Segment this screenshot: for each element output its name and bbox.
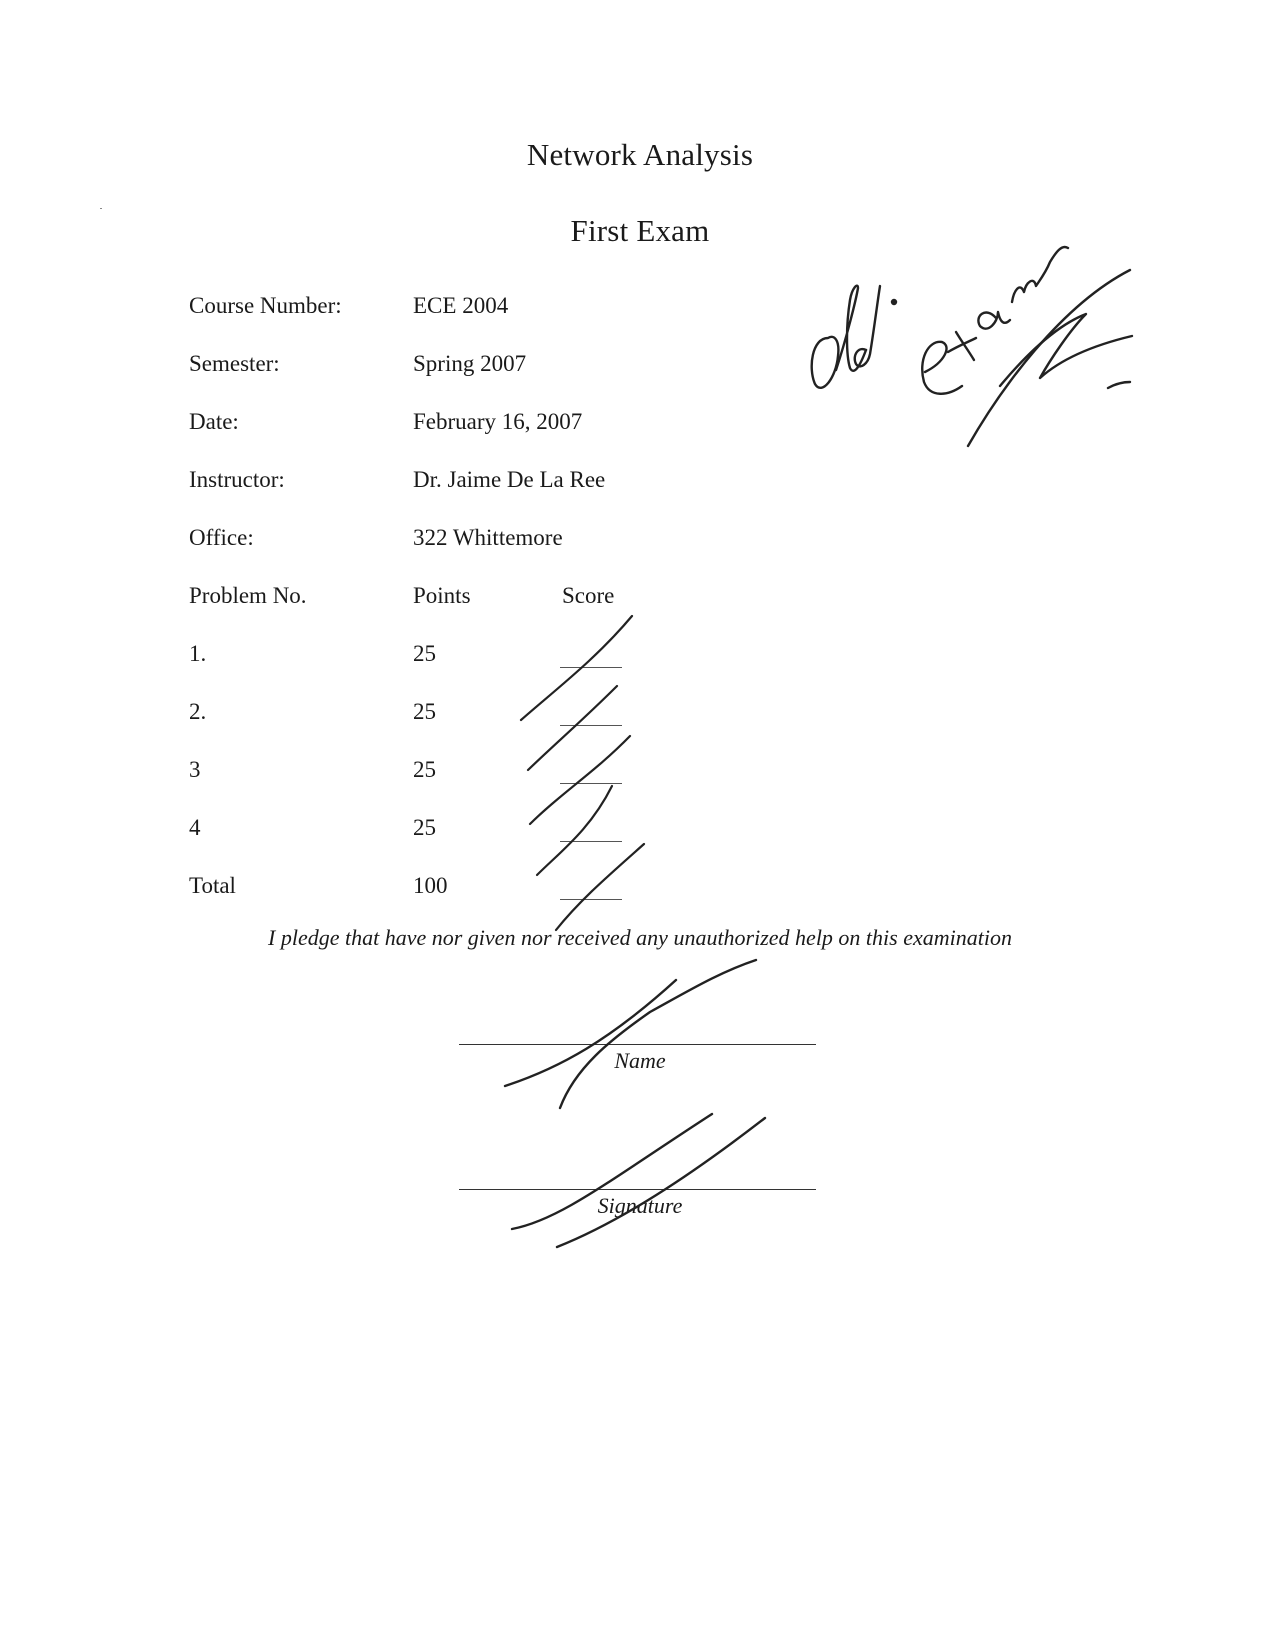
date-value: February 16, 2007 <box>413 409 583 434</box>
score-slashes <box>521 616 644 930</box>
name-slash-2 <box>560 960 756 1108</box>
annotation-slash-2 <box>1000 314 1132 386</box>
problem-4-points: 25 <box>413 815 436 840</box>
problem-4-score-blank <box>560 841 622 842</box>
score-slash-5 <box>556 844 644 930</box>
annotation-letter-m <box>1012 247 1068 302</box>
problem-2-label: 2. <box>189 699 207 724</box>
instructor-label: Instructor: <box>189 467 285 492</box>
signature-slash-2 <box>557 1118 765 1247</box>
problem-3-label: 3 <box>189 757 201 782</box>
annotation-letter-x <box>948 332 976 360</box>
problem-1-points: 25 <box>413 641 436 666</box>
document-subtitle: First Exam <box>570 213 710 248</box>
problem-2-score-blank <box>560 725 622 726</box>
annotation-period <box>892 300 896 304</box>
semester-value: Spring 2007 <box>413 351 527 376</box>
score-slash-3 <box>530 736 630 824</box>
annotation-slash-1 <box>968 270 1130 446</box>
office-value: 322 Whittemore <box>413 525 563 550</box>
annotation-letter-o <box>812 337 839 388</box>
honor-pledge: I pledge that have nor given nor received any unauthorized help on this examination <box>268 925 1012 950</box>
problem-2-points: 25 <box>413 699 436 724</box>
problem-3-points: 25 <box>413 757 436 782</box>
annotation-letter-d <box>855 286 880 366</box>
office-label: Office: <box>189 525 254 550</box>
total-score-blank <box>560 899 622 900</box>
total-label: Total <box>189 873 236 898</box>
problem-number-header: Problem No. <box>189 583 307 608</box>
handwritten-annotation <box>812 247 1132 446</box>
name-slashes <box>505 960 756 1108</box>
course-number-label: Course Number: <box>189 293 342 318</box>
problem-4-label: 4 <box>189 815 201 840</box>
score-slash-4 <box>537 786 612 875</box>
points-header: Points <box>413 583 471 608</box>
score-slash-1 <box>521 616 632 720</box>
annotation-letter-a <box>978 312 1010 329</box>
score-slash-2 <box>528 686 617 770</box>
annotation-dash <box>1108 382 1130 388</box>
problem-1-score-blank <box>560 667 622 668</box>
score-header: Score <box>562 583 615 608</box>
annotation-letter-l <box>836 286 866 371</box>
document-title: Network Analysis <box>526 137 754 172</box>
stray-mark <box>100 208 102 209</box>
name-line <box>459 1044 816 1045</box>
problem-1-label: 1. <box>189 641 207 666</box>
signature-line <box>459 1189 816 1190</box>
annotation-letter-e <box>922 342 962 394</box>
date-label: Date: <box>189 409 239 434</box>
semester-label: Semester: <box>189 351 280 376</box>
problem-3-score-blank <box>560 783 622 784</box>
name-label: Name <box>614 1048 666 1073</box>
course-number-value: ECE 2004 <box>413 293 509 318</box>
instructor-value: Dr. Jaime De La Ree <box>413 467 606 492</box>
signature-slashes <box>512 1114 765 1247</box>
total-points: 100 <box>413 873 448 898</box>
signature-label: Signature <box>597 1193 683 1218</box>
